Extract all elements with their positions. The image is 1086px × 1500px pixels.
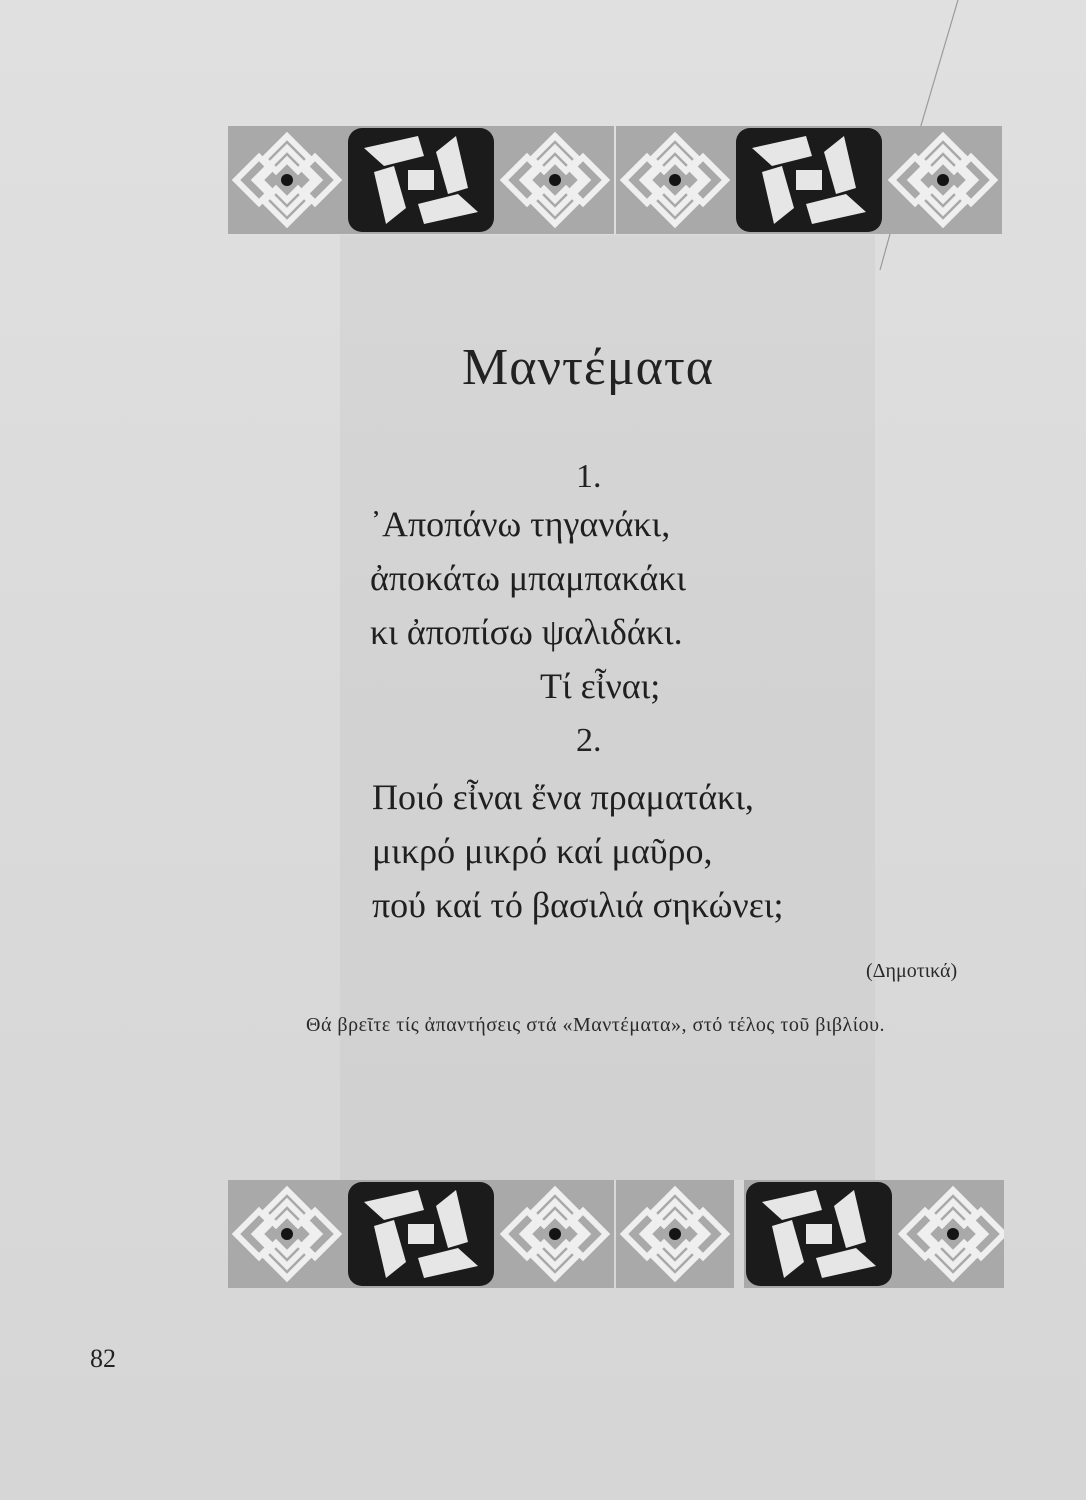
ornament-band-bottom bbox=[228, 1180, 1004, 1288]
riddle-verse bbox=[372, 770, 784, 932]
page-title: Μαντέματα bbox=[462, 339, 714, 396]
verse-line: κι ἀποπίσω ψαλιδάκι. bbox=[370, 612, 683, 652]
source-attribution: (Δημοτικά) bbox=[866, 960, 958, 982]
verse-line: ᾿Αποπάνω τηγανάκι, bbox=[370, 504, 671, 544]
riddle-number: 2. bbox=[576, 722, 602, 759]
verse-line: μικρό μικρό καί μαῦρο, bbox=[372, 831, 713, 871]
page-number: 82 bbox=[90, 1344, 116, 1373]
top-ornamental-border bbox=[228, 126, 1004, 234]
answers-note: Θά βρεῖτε τίς ἀπαντήσεις στά «Μαντέματα», στό τέλος τοῦ βιβλίου. bbox=[306, 1014, 885, 1036]
ornament-band-top bbox=[228, 126, 1004, 234]
verse-line: Ποιό εἶναι ἕνα πραματάκι, bbox=[372, 777, 754, 817]
riddle-number: 1. bbox=[576, 458, 602, 495]
verse-line: ἀποκάτω μπαμπακάκι bbox=[370, 558, 687, 598]
bottom-ornamental-border bbox=[228, 1180, 1004, 1288]
riddle-verse bbox=[370, 497, 686, 713]
riddle-question: Τί εἶναι; bbox=[540, 666, 661, 706]
verse-line: πού καί τό βασιλιά σηκώνει; bbox=[372, 885, 784, 925]
